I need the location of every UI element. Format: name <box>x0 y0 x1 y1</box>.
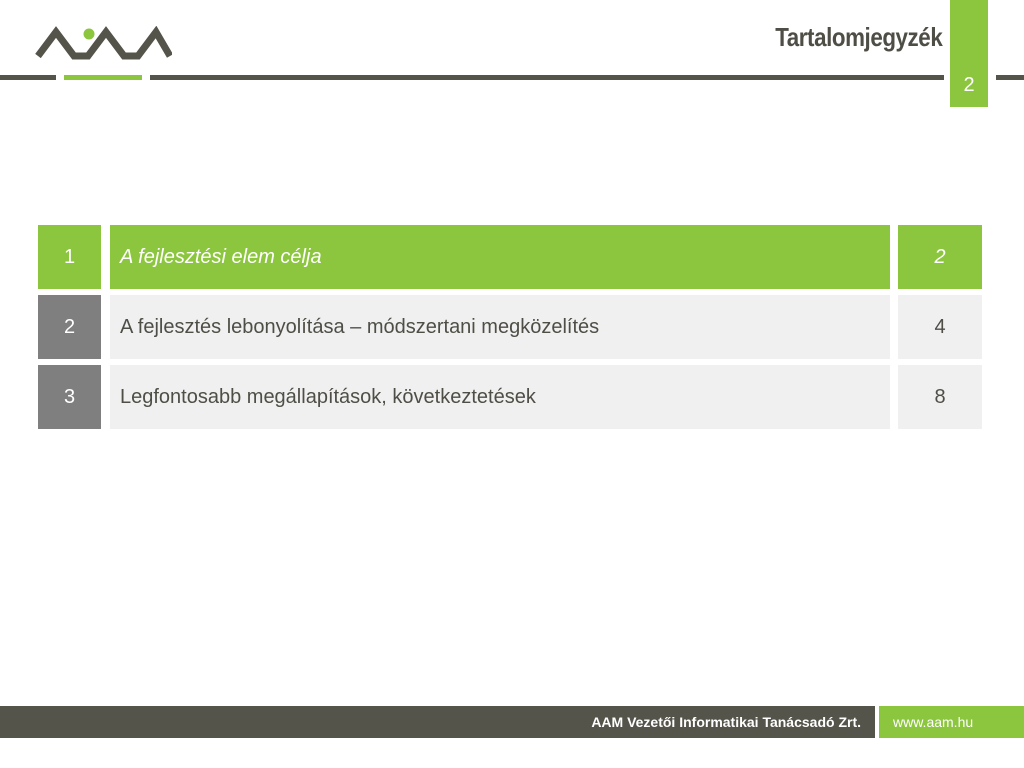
toc-item-number: 1 <box>38 225 101 289</box>
toc-item-page: 8 <box>898 365 982 429</box>
toc-item-label[interactable]: A fejlesztés lebonyolítása – módszertani megközelítés <box>110 295 890 359</box>
page-number-tab <box>950 0 988 107</box>
footer-company-bar <box>0 706 875 738</box>
footer-website-link[interactable]: www.aam.hu <box>893 714 974 730</box>
rule-gap-left <box>56 74 64 81</box>
rule-gap-right <box>142 74 150 81</box>
toc-item-page: 2 <box>898 225 982 289</box>
footer-company-name: AAM Vezetői Informatikai Tanácsadó Zrt. <box>591 714 861 730</box>
header-rule-accent <box>64 75 142 80</box>
logo-green-dot <box>84 29 95 40</box>
page-number: 2 <box>963 74 975 96</box>
page-title: Tartalomjegyzék <box>774 22 942 52</box>
footer-website-bar[interactable] <box>879 706 1024 738</box>
toc-item-label[interactable]: A fejlesztési elem célja <box>110 225 890 289</box>
aam-logo <box>34 26 172 60</box>
footer <box>0 706 1024 738</box>
toc-item-page: 4 <box>898 295 982 359</box>
toc-item-number: 3 <box>38 365 101 429</box>
toc-item-label[interactable]: Legfontosabb megállapítások, következtetések <box>110 365 890 429</box>
logo-zigzag <box>38 32 170 56</box>
toc-item-number: 2 <box>38 295 101 359</box>
header-rule-end <box>996 75 1024 80</box>
